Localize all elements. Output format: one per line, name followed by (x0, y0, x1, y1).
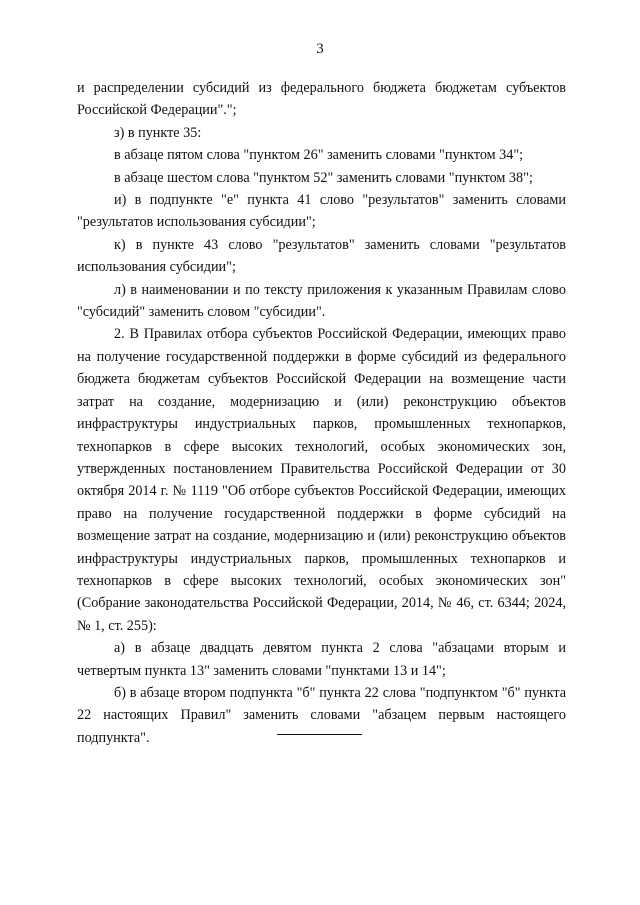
document-body (77, 77, 566, 749)
paragraph-item-l: л) в наименовании и по тексту приложения к указанным Правилам слово "субсидий" заменить словом "субсидии". (77, 281, 566, 321)
paragraph-item-b: б) в абзаце втором подпункта "б" пункта 22 слова "подпунктом "б" пункта 22 настоящих Правил" заменить словами "абзацем первым настоящего подпункта". (77, 684, 566, 746)
paragraph-item-z-sub-1: в абзаце пятом слова "пунктом 26" заменить словами "пунктом 34"; (114, 147, 524, 164)
paragraph-item-i: и) в подпункте "е" пункта 41 слово "результатов" заменить словами "результатов использования субсидии"; (77, 192, 566, 231)
paragraph-item-z-sub-2: в абзаце шестом слова "пунктом 52" заменить словами "пунктом 38"; (114, 169, 533, 186)
paragraph-item-a: а) в абзаце двадцать девятом пункта 2 слова "абзацами вторым и четвертым пункта 13" заменить словами "пунктами 13 и 14"; (77, 640, 566, 679)
end-of-text-rule (277, 734, 362, 735)
paragraph-item-k: к) в пункте 43 слово "результатов" заменить словами "результатов использования субсидии"; (77, 236, 566, 276)
paragraph-item-z: з) в пункте 35: (114, 124, 202, 141)
page-number: 3 (316, 41, 324, 57)
paragraph-section-2: 2. В Правилах отбора субъектов Российской Федерации, имеющих право на получение государственной поддержки в форме субсидий из федерального бюджета бюджетам субъектов Российской Федерации на возмещение части затрат на создание, модернизацию и (или) реконструкцию объектов инфраструктуры индустриальных парков, промышленных технопарков, технопарков в сфере высоких технологий, особых экономических зон, утвержденных постановлением Правительства Российской Федерации от 30 октября 2014 г. № 1119 "Об отборе субъектов Российской Федерации, имеющих право на получение государственной поддержки в форме субсидий на возмещение затрат на создание, модернизацию и (или) реконструкцию объектов инфраструктуры индустриальных парков, промышленных технопарков и технопарков в сфере высоких технологий, особых экономических зон" (Собрание законодательства Российской Федерации, 2014, № 46, ст. 6344; 2024, № 1, ст. 255): (77, 326, 566, 634)
paragraph-continuation: и распределении субсидий из федерального бюджета бюджетам субъектов Российской Федерации"."; (77, 80, 566, 119)
